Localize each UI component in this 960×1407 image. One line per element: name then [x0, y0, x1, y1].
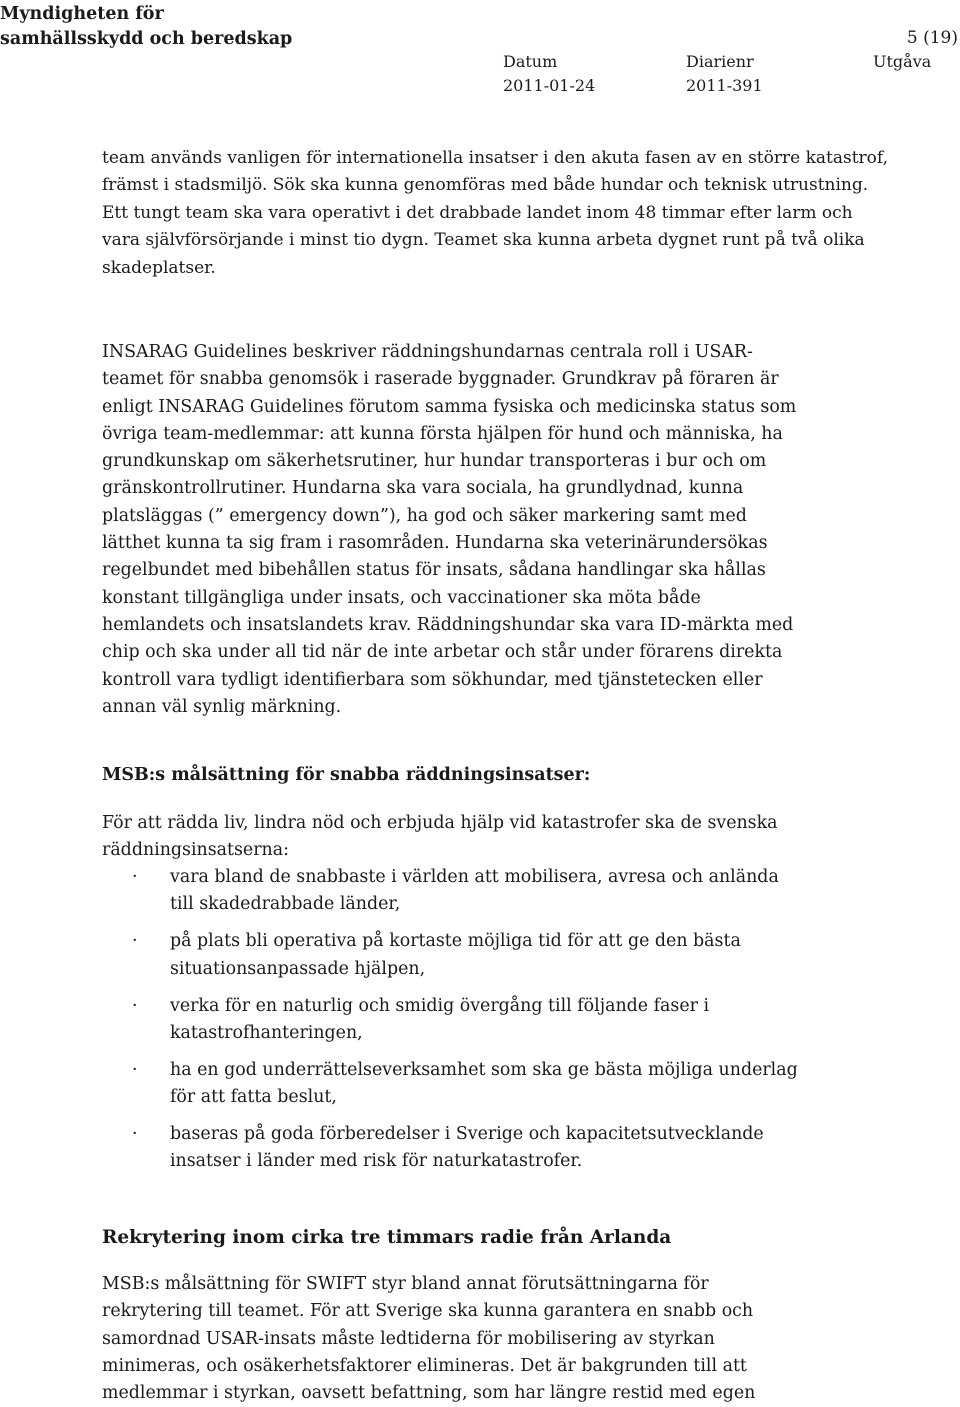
- list-item-text: verka för en naturlig och smidig övergång till följande faser i katastrofhanteringen,: [170, 995, 710, 1043]
- list-item: [102, 864, 802, 919]
- paragraph-goals-intro: För att rädda liv, lindra nöd och erbjuda hjälp vid katastrofer ska de svenska räddningsinsatserna:: [102, 813, 778, 861]
- bullet-marker: ·: [132, 931, 138, 952]
- date-label: Datum: [503, 52, 558, 71]
- list-item-text: på plats bli operativa på kortaste möjliga tid för att ge den bästa situationsanpassade hjälpen,: [170, 931, 741, 979]
- diarienr-value: 2011-391: [686, 76, 763, 95]
- goals-list: [102, 864, 802, 1185]
- heading-msb-goals: MSB:s målsättning för snabba räddningsinsatser:: [102, 765, 591, 785]
- paragraph-recruitment: MSB:s målsättning för SWIFT styr bland annat förutsättningarna för rekrytering till teamet. För att Sverige ska kunna garantera en snabb och samordnad USAR-insats måste ledtiderna för mobilisering av styrkan minimeras, och osäkerhetsfaktorer elimineras. Det är bakgrunden till att medlemmar i styrkan, oavsett befattning, som har längre restid med egen: [102, 1274, 756, 1404]
- list-item: [102, 993, 802, 1048]
- bullet-marker: ·: [132, 867, 138, 887]
- bullet-marker: ·: [132, 995, 138, 1016]
- heading-recruitment: Rekrytering inom cirka tre timmars radie från Arlanda: [102, 1227, 672, 1248]
- page-number: 5 (19): [906, 28, 958, 48]
- list-item: [102, 1121, 802, 1176]
- list-item: [102, 928, 802, 983]
- bullet-marker: ·: [132, 1059, 138, 1080]
- paragraph-insarag: INSARAG Guidelines beskriver räddningshundarnas centrala roll i USAR-teamet för snabba genomsök i raserade byggnader. Grundkrav på föraren är enligt INSARAG Guidelines förutom samma fysiska och medicinska status som övriga team-medlemmar: att kunna första hjälpen för hund och människa, ha grundkunskap om säkerhetsrutiner, hur hundar transporteras i bur och om gränskontrollrutiner. Hundarna ska vara sociala, ha grundlydnad, kunna platsläggas (” emergency down”), ha god och säker markering samt med lätthet kunna ta sig fram i rasområden. Hundarna ska veterinärundersökas regelbundet med bibehållen status för insats, sådana handlingar ska hållas konstant tillgängliga under insats, och vaccinationer ska möta både hemlandets och insatslandets krav. Räddningshundar ska vara ID-märkta med chip och ska under all tid när de inte arbetar och står under förarens direkta kontroll vara tydligt identifierbara som sökhundar, med tjänstetecken eller annan väl synlig märkning.: [102, 342, 797, 717]
- org-line-2: samhällsskydd och beredskap: [0, 29, 293, 49]
- paragraph-team: team används vanligen för internationella insatser i den akuta fasen av en större katastrof, främst i stadsmiljö. Sök ska kunna genomföras med både hundar och teknisk utrustning. Ett tungt team ska vara operativt i det drabbade landet inom 48 timmar efter larm och vara självförsörjande i minst tio dygn. Teamet ska kunna arbeta dygnet runt på två olika skadeplatser.: [102, 148, 888, 278]
- bullet-marker: ·: [132, 1124, 138, 1145]
- org-line-1: Myndigheten för: [0, 4, 164, 24]
- organization-name: [0, 2, 292, 52]
- list-item-text: vara bland de snabbaste i världen att mobilisera, avresa och anlända till skadedrabbade länder,: [170, 867, 779, 915]
- date-value: 2011-01-24: [503, 76, 596, 95]
- utgava-label: Utgåva: [873, 52, 932, 71]
- diarienr-label: Diarienr: [686, 52, 754, 71]
- list-item-text: ha en god underrättelseverksamhet som ska ge bästa möjliga underlag för att fatta beslut,: [170, 1059, 798, 1108]
- list-item-text: baseras på goda förberedelser i Sverige och kapacitetsutvecklande insatser i länder med risk för naturkatastrofer.: [170, 1124, 764, 1172]
- list-item: [102, 1057, 802, 1112]
